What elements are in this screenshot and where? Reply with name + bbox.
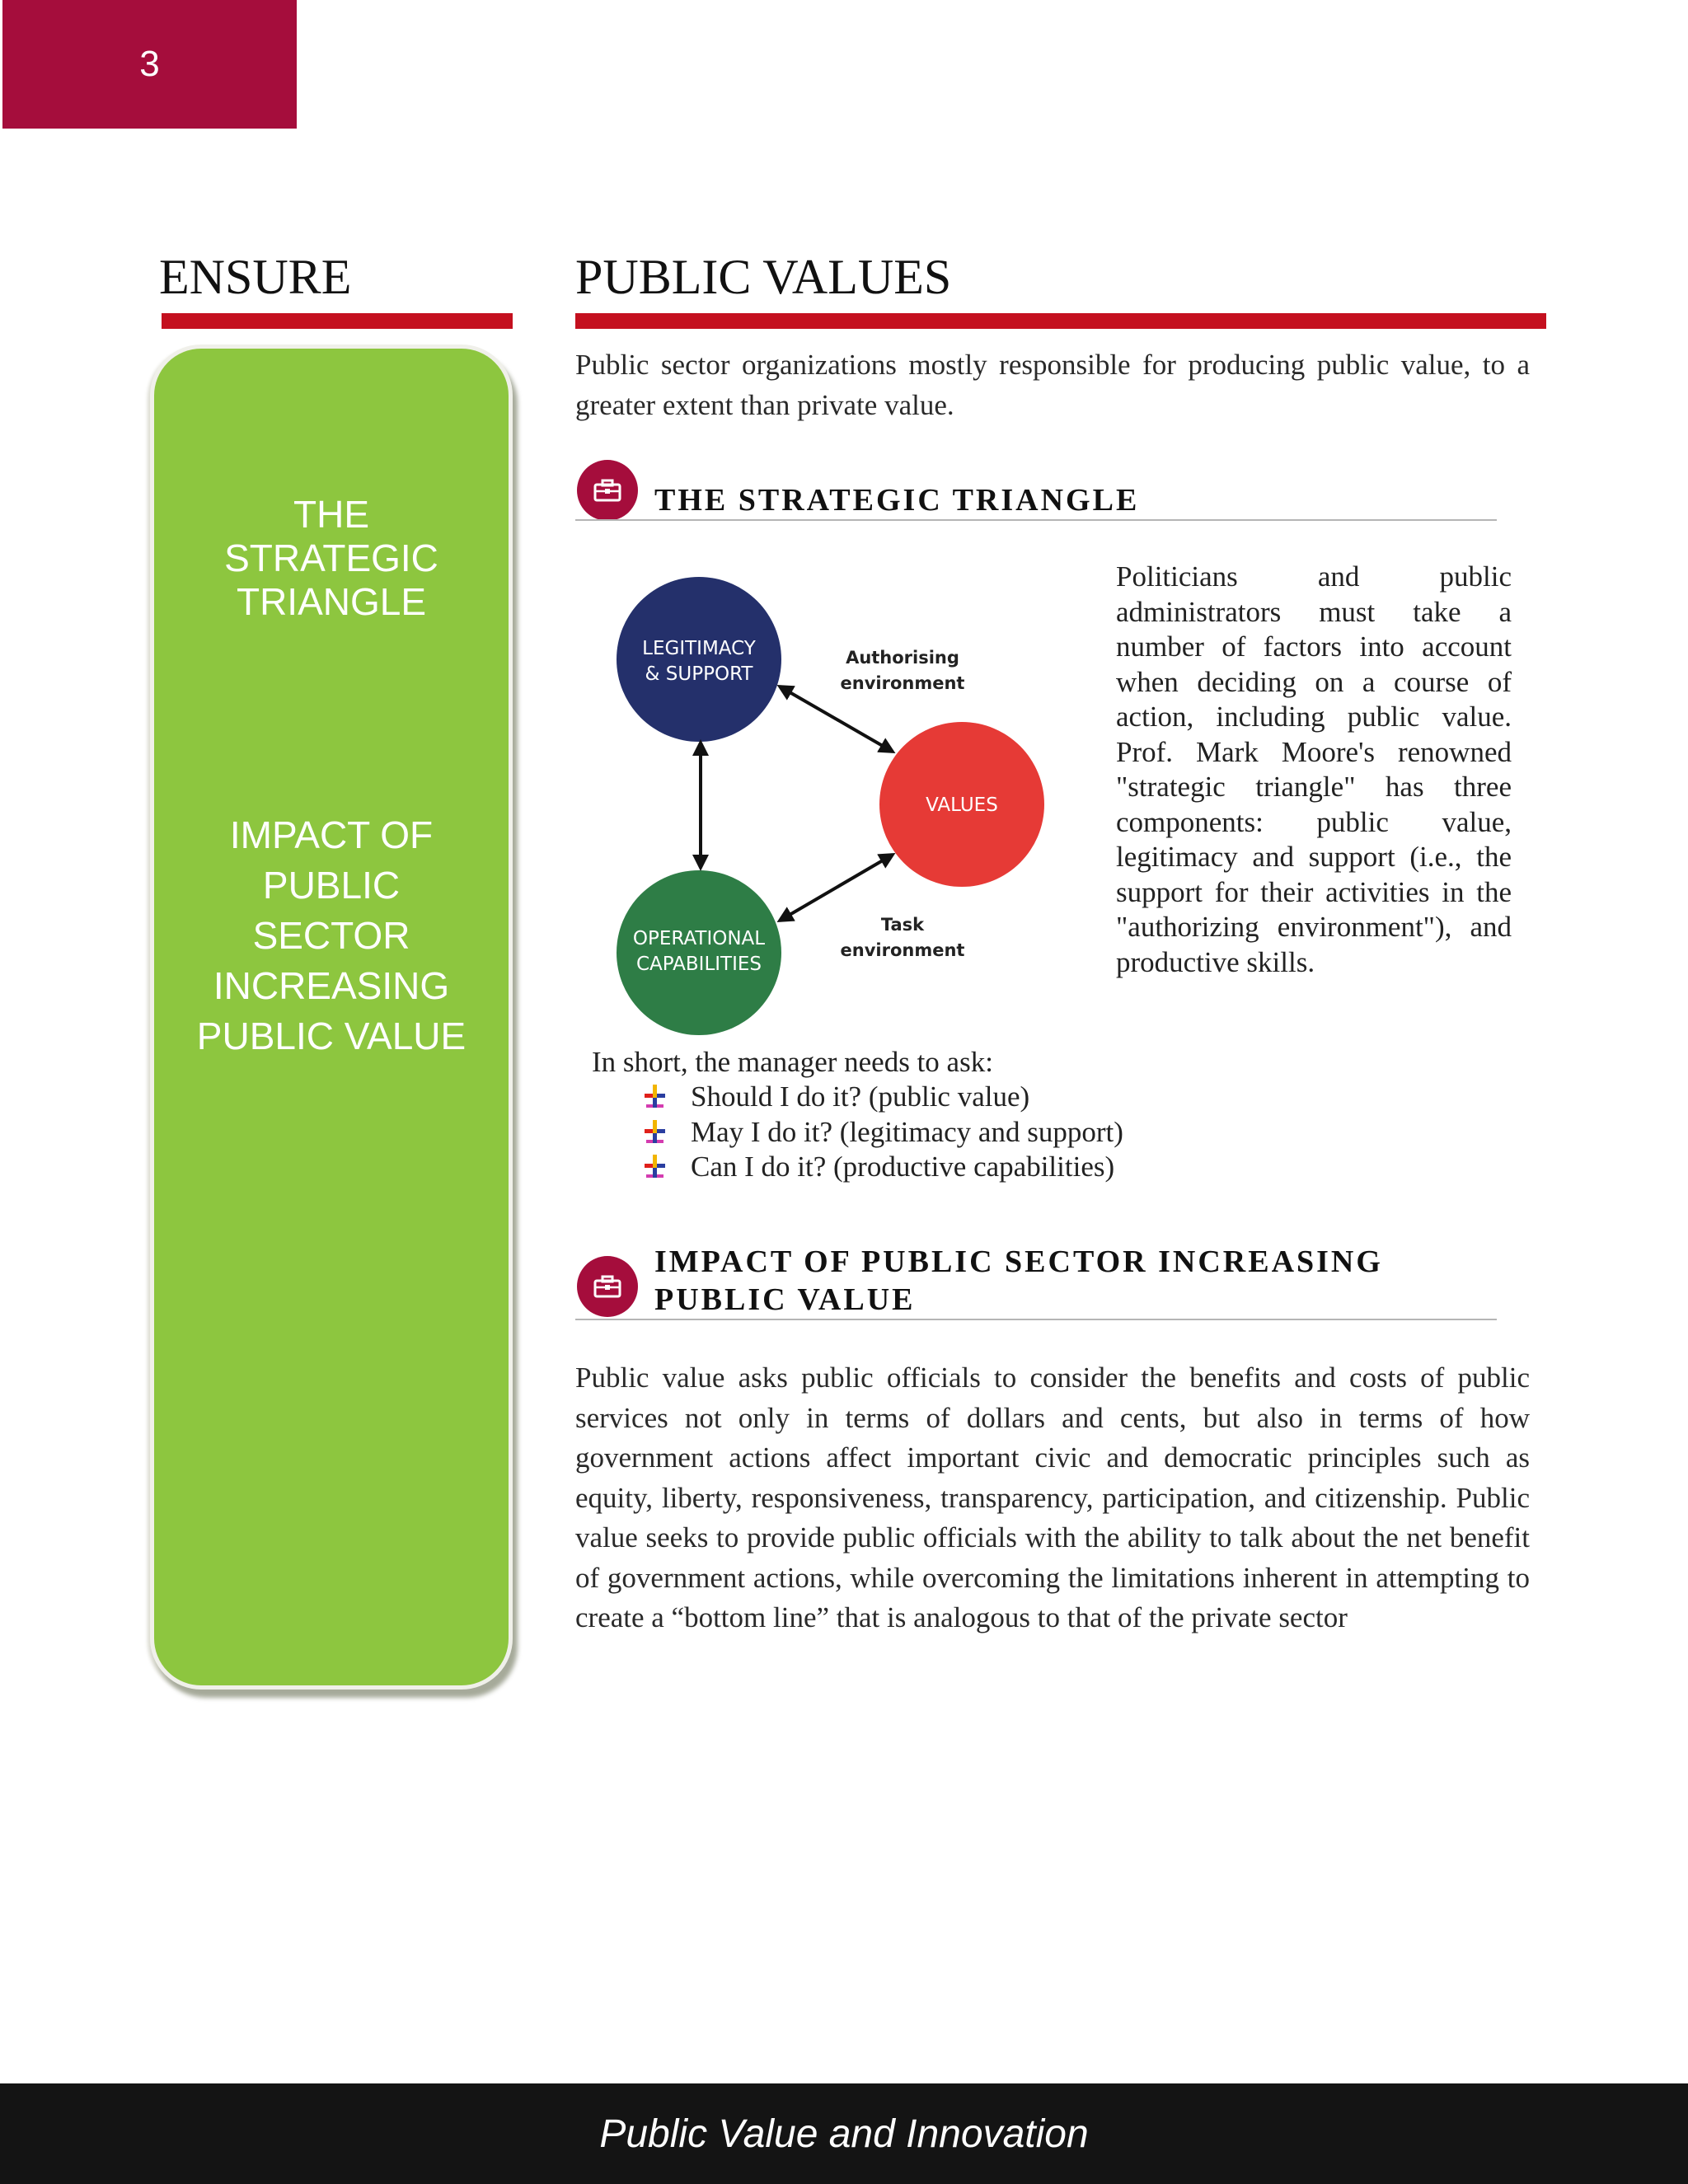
sidebar-label: IMPACT OF xyxy=(229,813,434,856)
heading-underline-left xyxy=(162,313,513,329)
diamond-arrow-icon xyxy=(641,1085,668,1109)
authorising-label: environment xyxy=(840,673,965,693)
operational-label: OPERATIONAL xyxy=(632,928,766,949)
section-title-line: PUBLIC VALUE xyxy=(654,1282,916,1317)
sidebar-item-impact[interactable] xyxy=(154,810,509,1062)
diamond-arrow-icon xyxy=(641,1155,668,1179)
sidebar-label: TRIANGLE xyxy=(236,580,427,623)
task-label: environment xyxy=(840,940,965,960)
sidebar-label: SECTOR xyxy=(252,914,410,957)
diamond-arrow-icon xyxy=(641,1120,668,1145)
legitimacy-circle xyxy=(617,577,781,742)
section-title-strategic-triangle: THE STRATEGIC TRIANGLE xyxy=(654,483,1140,518)
list-item-text: Should I do it? (public value) xyxy=(691,1080,1030,1113)
arrow-operational-values xyxy=(780,855,893,921)
heading-public-values: PUBLIC VALUES xyxy=(575,250,952,304)
list-item xyxy=(641,1150,1123,1185)
section-divider xyxy=(575,519,1497,521)
footer xyxy=(0,2083,1688,2184)
legitimacy-label: & SUPPORT xyxy=(645,663,753,685)
section-divider xyxy=(575,1319,1497,1320)
question-list xyxy=(641,1080,1123,1185)
authorising-label: Authorising xyxy=(846,648,959,668)
sidebar-label: INCREASING xyxy=(213,964,450,1007)
briefcase-icon xyxy=(577,460,638,521)
operational-label: CAPABILITIES xyxy=(635,954,762,975)
impact-paragraph: Public value asks public officials to consider the benefits and costs of public services not only in terms of dollars and cents, but also in terms of how government actions affect important civic and democratic principles such as equity, liberty, responsiveness, transparency, participation, and citizenship. Public value seeks to provide public officials with the ability to talk about the net benefit of government actions, while overcoming the limitations inherent in attempting to create a “bottom line” that is analogous to that of the private sector xyxy=(575,1361,1530,1633)
legitimacy-label: LEGITIMACY xyxy=(642,638,756,659)
sidebar-label: STRATEGIC xyxy=(224,537,438,579)
briefcase-icon xyxy=(577,1256,638,1317)
intro-paragraph: Public sector organizations mostly responsible for producing public value, to a greater extent than private value. xyxy=(575,349,1530,421)
section-title-impact xyxy=(654,1243,1383,1319)
section-title-line: IMPACT OF PUBLIC SECTOR INCREASING xyxy=(654,1244,1383,1279)
strategic-triangle-diagram xyxy=(577,560,1071,1055)
operational-circle xyxy=(617,870,781,1035)
footer-title: Public Value and Innovation xyxy=(599,2111,1089,2156)
sidebar-label: THE xyxy=(293,493,369,536)
strategic-triangle-description: Politicians and public administrators must take a number of factors into account when deciding on a course of action, including public value. Prof. Mark Moore's renowned "strategic triangle" has three components: public value, legitimacy and support (i.e., the support for their activities in the "authorizing environment"), and productive skills. xyxy=(1116,560,1512,978)
heading-ensure: ENSURE xyxy=(159,250,352,304)
heading-underline-right xyxy=(575,313,1546,329)
page-number: 3 xyxy=(2,0,297,129)
sidebar-item-strategic-triangle[interactable] xyxy=(154,493,509,624)
list-item-text: May I do it? (legitimacy and support) xyxy=(691,1115,1123,1148)
sidebar-label: PUBLIC xyxy=(262,864,401,907)
sidebar-panel xyxy=(150,344,513,1690)
list-item xyxy=(641,1080,1123,1115)
sidebar-label: PUBLIC VALUE xyxy=(196,1015,467,1057)
values-label: VALUES xyxy=(926,794,998,816)
short-intro: In short, the manager needs to ask: xyxy=(592,1046,993,1078)
arrow-legitimacy-values xyxy=(780,687,893,752)
task-label: Task xyxy=(880,915,925,935)
list-item xyxy=(641,1115,1123,1151)
list-item-text: Can I do it? (productive capabilities) xyxy=(691,1151,1115,1183)
